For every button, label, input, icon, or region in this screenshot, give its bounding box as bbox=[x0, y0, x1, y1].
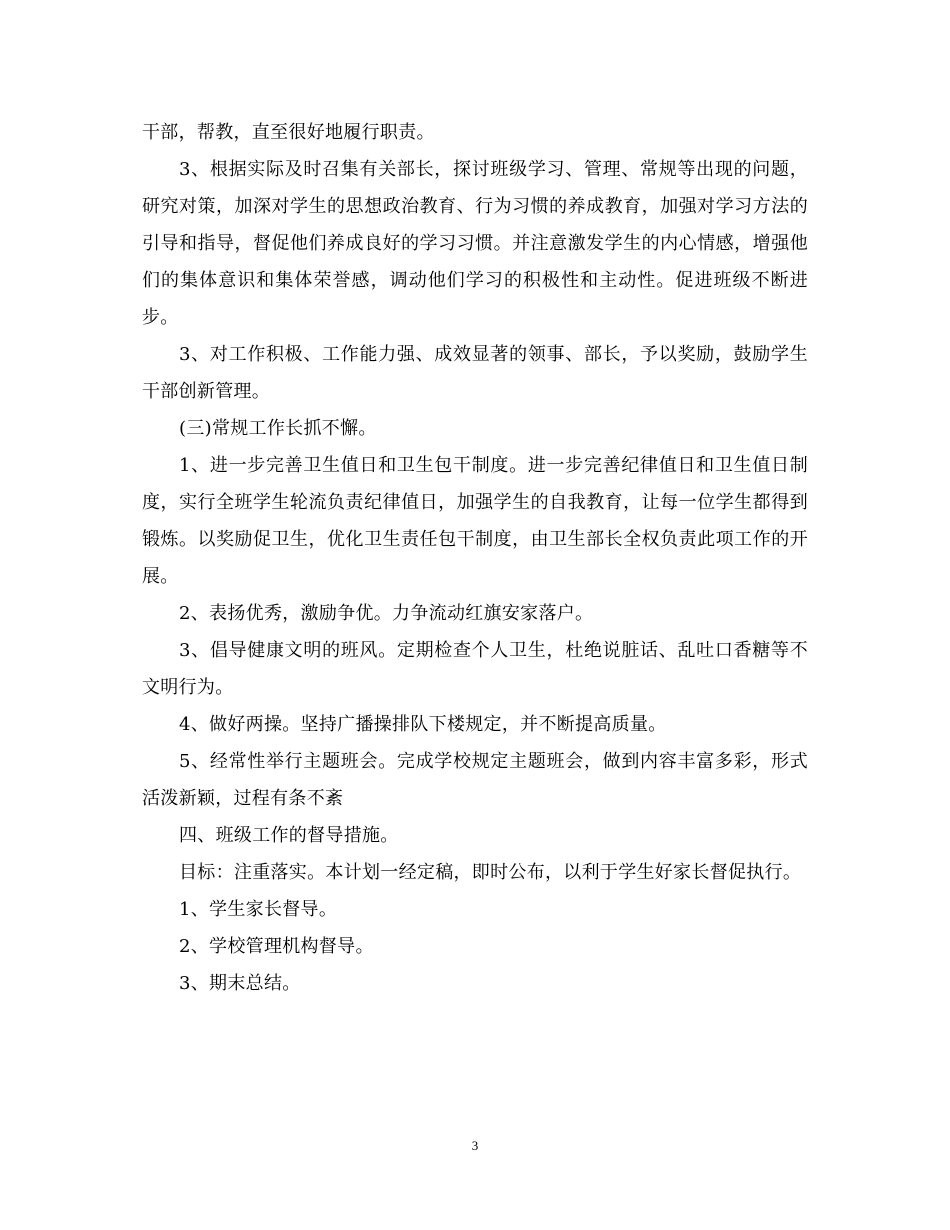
paragraph-continuation: 干部，帮教，直至很好地履行职责。 bbox=[142, 122, 435, 143]
document-body bbox=[142, 114, 808, 1002]
paragraph-item-1-hygiene: 1、进一步完善卫生值日和卫生包干制度。进一步完善纪律值日和卫生值日制度，实行全班学生轮流负责纪律值日，加强学生的自我教育，让每一位学生都得到锻炼。以奖励促卫生，优化卫生责任包干制度，由卫生部长全权负责此项工作的开展。 bbox=[142, 455, 808, 587]
paragraph-item-1-parents: 1、学生家长督导。 bbox=[179, 899, 338, 920]
paragraph-item-5-class-meeting: 5、经常性举行主题班会。完成学校规定主题班会，做到内容丰富多彩，形式活泼新颖，过程有条不紊 bbox=[142, 751, 808, 809]
paragraph-item-4-exercises: 4、做好两操。坚持广播操排队下楼规定，并不断提高质量。 bbox=[179, 714, 667, 735]
page-number: 3 bbox=[471, 1138, 479, 1153]
paragraph-item-3-meeting: 3、根据实际及时召集有关部长，探讨班级学习、管理、常规等出现的问题，研究对策，加深对学生的思想政治教育、行为习惯的养成教育，加强对学习方法的引导和指导，督促他们养成良好的学习习惯。并注意激发学生的内心情感，增强他们的集体意识和集体荣誉感，调动他们学习的积极性和主动性。促进班级不断进步。 bbox=[142, 159, 808, 328]
paragraph-item-2-praise: 2、表扬优秀，激励争优。力争流动红旗安家落户。 bbox=[179, 603, 594, 624]
paragraph-item-2-school: 2、学校管理机构督导。 bbox=[179, 936, 374, 957]
paragraph-item-3-civility: 3、倡导健康文明的班风。定期检查个人卫生，杜绝说脏话、乱吐口香糖等不文明行为。 bbox=[142, 640, 808, 698]
section-heading-routine-work: (三)常规工作长抓不懈。 bbox=[179, 418, 377, 439]
section-heading-supervision: 四、班级工作的督导措施。 bbox=[179, 825, 399, 846]
paragraph-item-3-summary: 3、期末总结。 bbox=[179, 973, 301, 994]
paragraph-item-3-reward: 3、对工作积极、工作能力强、成效显著的领事、部长，予以奖励，鼓励学生干部创新管理。 bbox=[142, 344, 808, 402]
paragraph-goal: 目标：注重落实。本计划一经定稿，即时公布，以利于学生好家长督促执行。 bbox=[179, 862, 802, 883]
